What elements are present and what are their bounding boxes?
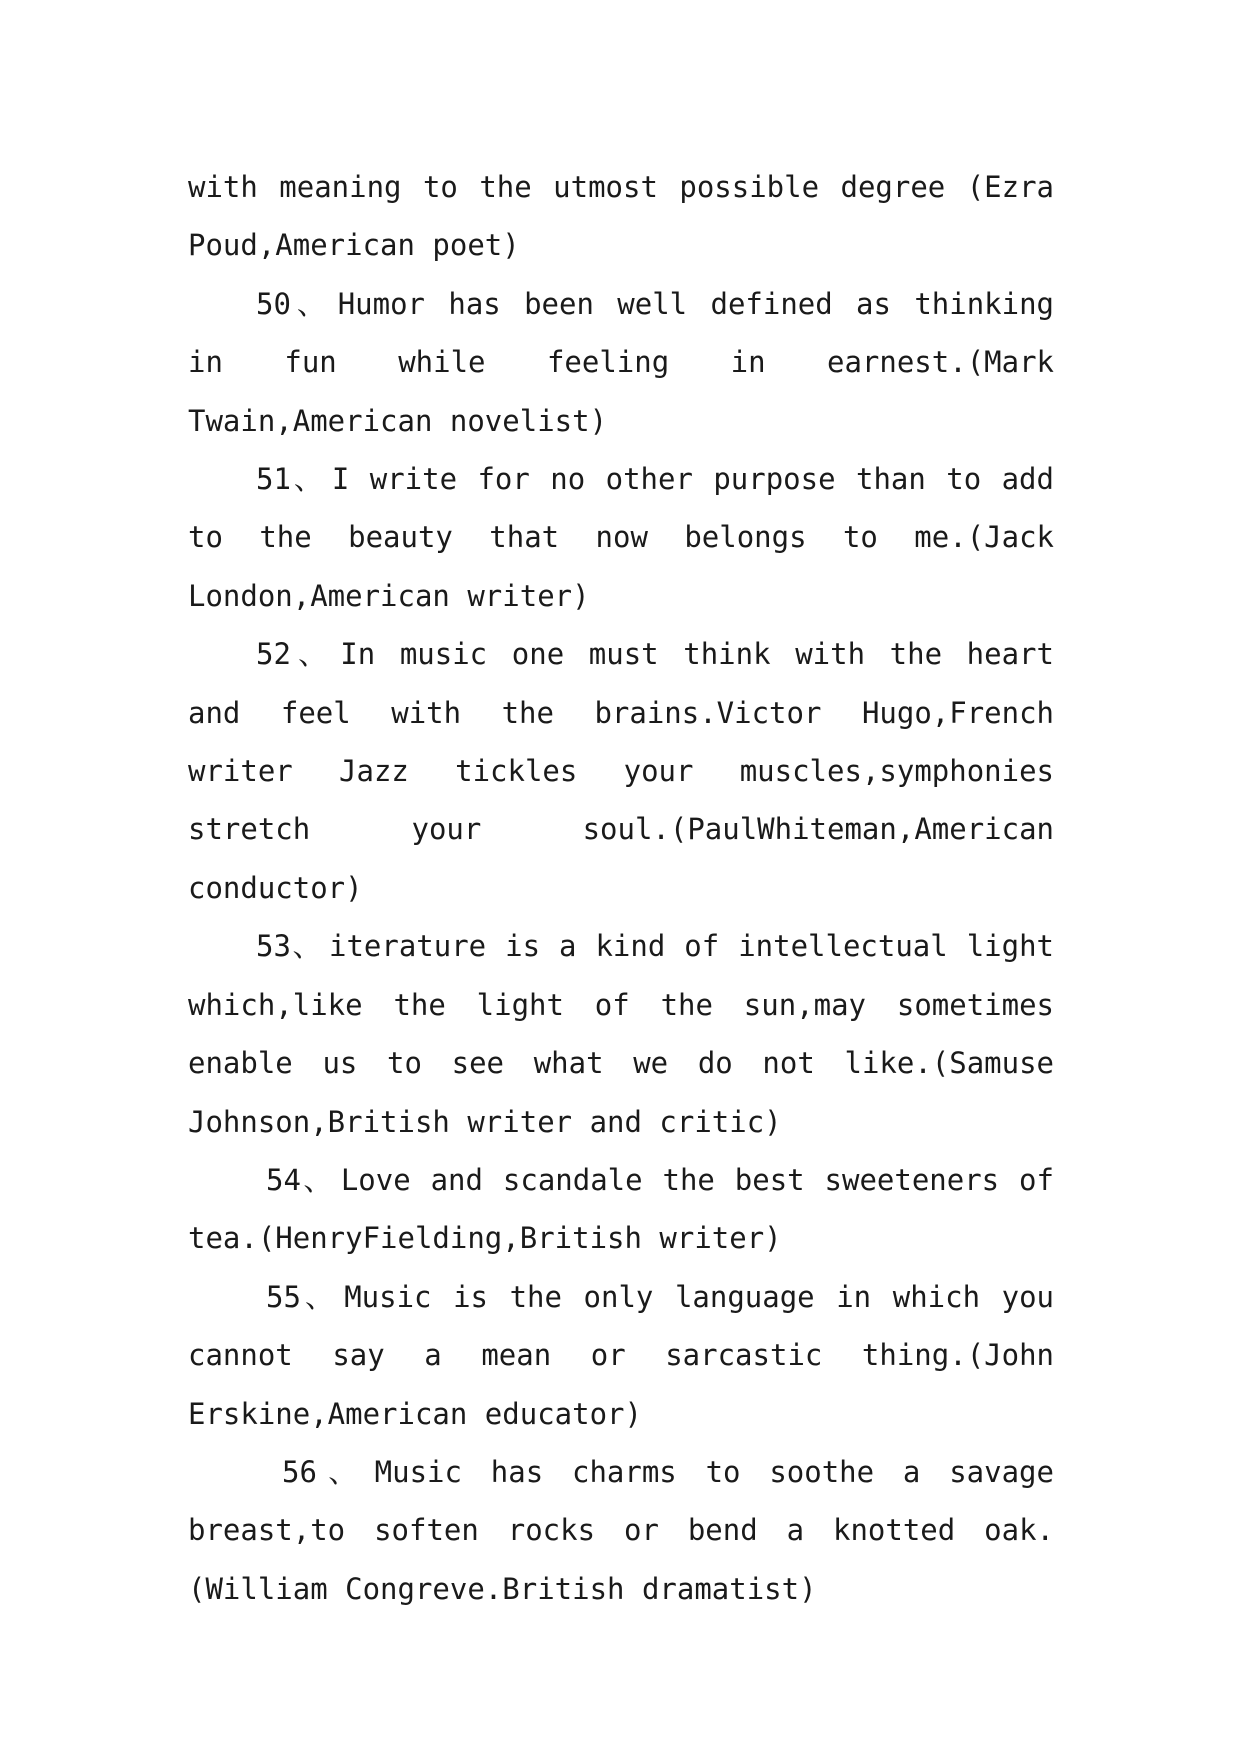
- quote-56: [188, 1443, 1054, 1618]
- quote-number: 56 、: [282, 1455, 375, 1489]
- quote-50: [188, 275, 1054, 450]
- paragraph-text: with meaning to the utmost possible degree (Ezra Poud,American poet): [188, 170, 1054, 263]
- paragraph-continued: [188, 158, 1054, 275]
- quote-text: Music has charms to soothe a savage breast,to soften rocks or bend a knotted oak.(William Congreve.British dramatist): [188, 1454, 1054, 1606]
- quote-51: [188, 450, 1054, 625]
- quote-number: 50 、: [256, 287, 338, 321]
- quote-text: In music one must think with the heart and feel with the brains.Victor Hugo,French writer Jazz tickles your muscles,symphonies stretch your soul.(PaulWhiteman,American conductor): [188, 637, 1054, 905]
- quote-number: 51 、: [256, 462, 332, 496]
- quote-text: Love and scandale the best sweeteners of tea.(HenryFielding,British writer): [188, 1162, 1054, 1256]
- quote-number: 54 、: [266, 1163, 341, 1197]
- quote-text: Humor has been well defined as thinking in fun while feeling in earnest.(Mark Twain,American novelist): [188, 286, 1054, 438]
- quote-54: [188, 1151, 1054, 1268]
- document-body: [188, 158, 1054, 1618]
- quote-number: 55 、: [266, 1280, 344, 1314]
- quote-number: 52 、: [256, 637, 340, 671]
- quote-53: [188, 917, 1054, 1151]
- quote-text: Music is the only language in which you cannot say a mean or sarcastic thing.(John Erskine,American educator): [188, 1279, 1054, 1431]
- quote-number: 53 、: [256, 929, 329, 963]
- quote-text: iterature is a kind of intellectual light which,like the light of the sun,may sometimes enable us to see what we do not like.(Samuse Johnson,British writer and critic): [188, 929, 1054, 1139]
- quote-52: [188, 625, 1054, 917]
- quote-55: [188, 1268, 1054, 1443]
- quote-text: I write for no other purpose than to add to the beauty that now belongs to me.(Jack London,American writer): [188, 462, 1054, 613]
